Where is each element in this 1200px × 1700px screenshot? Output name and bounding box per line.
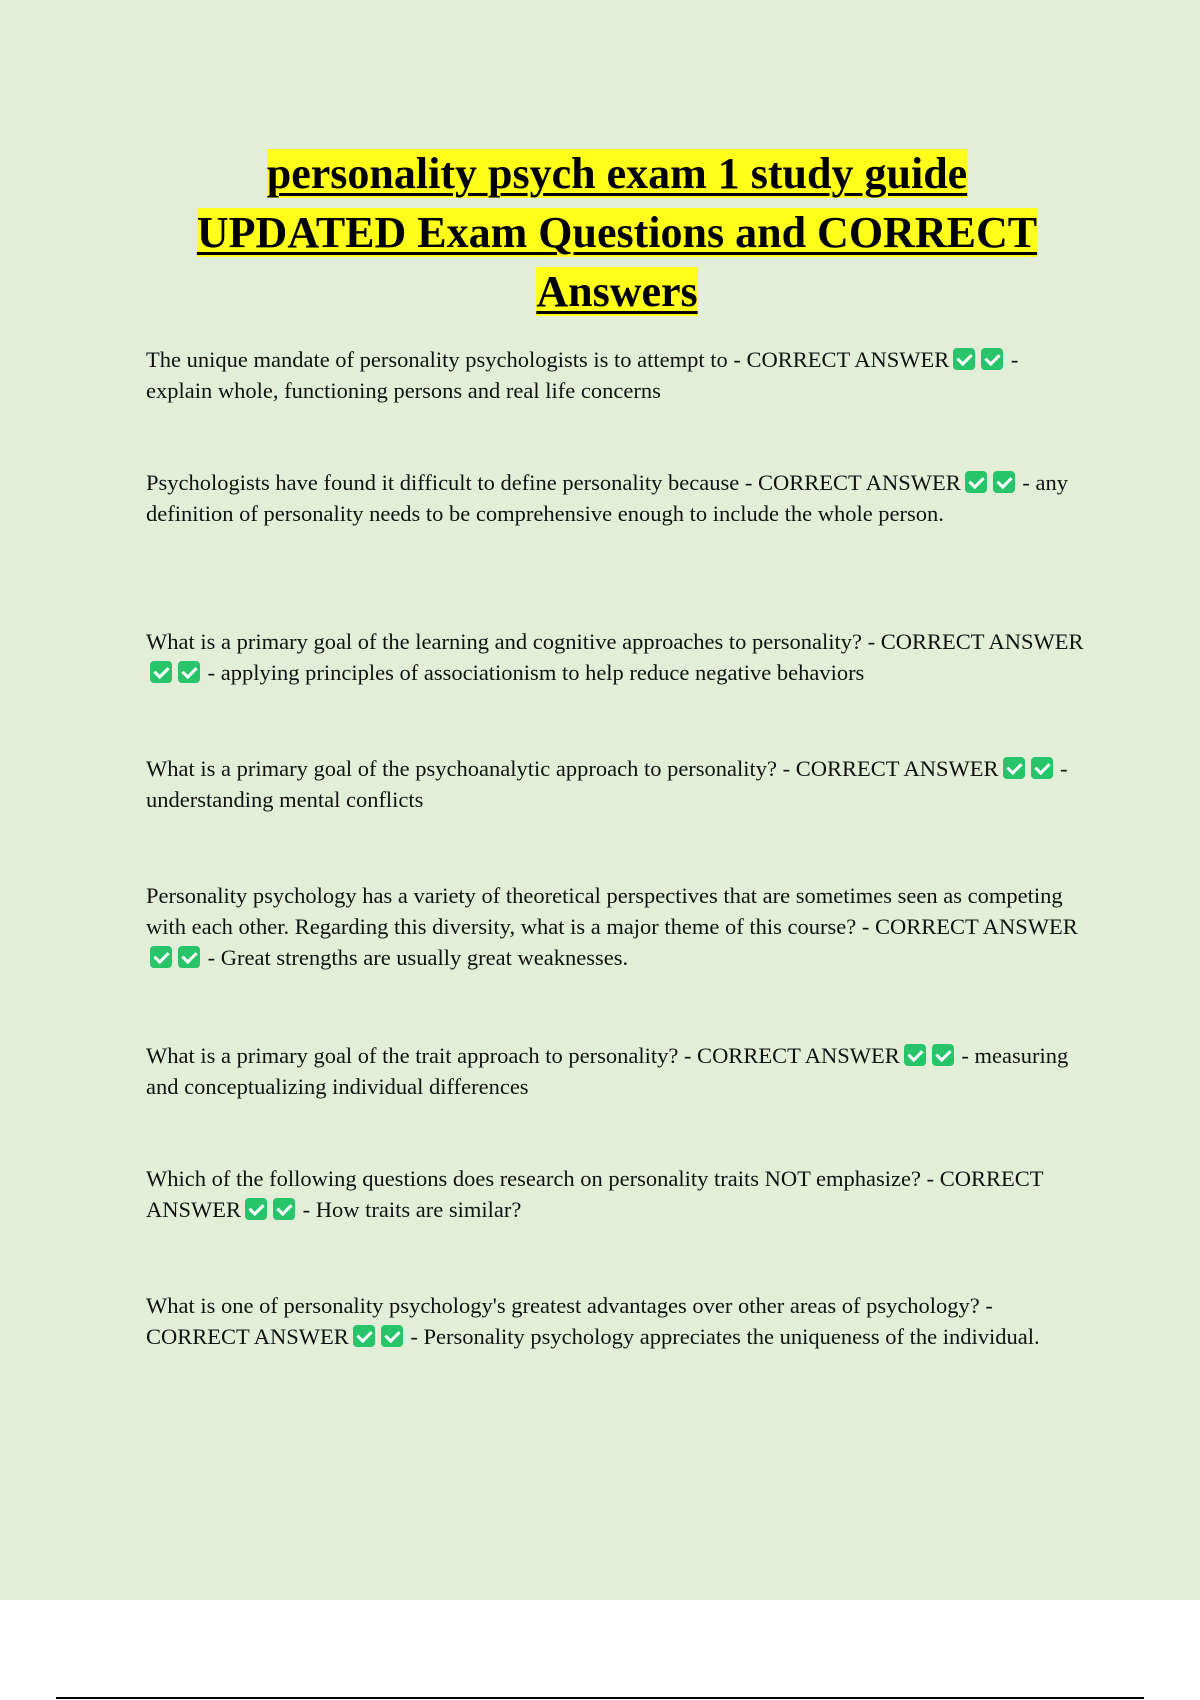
question-text: Psychologists have found it difficult to define personality because: [146, 470, 740, 495]
question-text: The unique mandate of personality psychologists is to attempt to: [146, 347, 728, 372]
check-icon: [953, 348, 975, 370]
answer-text: applying principles of associationism to help reduce negative behaviors: [220, 660, 865, 685]
check-icon: [178, 946, 200, 968]
check-icon: [932, 1044, 954, 1066]
answer-marker: - CORRECT ANSWER: [861, 914, 1078, 939]
check-icon: [1003, 757, 1025, 779]
question-text: Which of the following questions does research on personality traits NOT emphasize?: [146, 1166, 921, 1191]
question-text: What is a primary goal of the trait approach to personality?: [146, 1043, 679, 1068]
check-icon: [150, 661, 172, 683]
qa-item: What is one of personality psychology's greatest advantages over other areas of psychology? - CORRECT ANSWER - Personality psychology appreciates the uniqueness of the individual.: [146, 1293, 1040, 1349]
check-icon: [904, 1044, 926, 1066]
answer-text: measuring and conceptualizing individual differences: [146, 1043, 1069, 1099]
answer-text: explain whole, functioning persons and real life concerns: [146, 378, 661, 403]
answer-marker: - CORRECT ANSWER: [733, 347, 950, 372]
qa-item: What is a primary goal of the trait approach to personality? - CORRECT ANSWER - measuring and conceptualizing individual differences: [146, 1043, 1069, 1099]
title-line-2: UPDATED Exam Questions and CORRECT: [196, 208, 1038, 257]
check-icon: [273, 1198, 295, 1220]
check-icon: [178, 661, 200, 683]
answer-text: Great strengths are usually great weaknesses.: [220, 945, 629, 970]
question-text: Personality psychology has a variety of theoretical perspectives that are sometimes seen as competing with each other. Regarding this diversity, what is a major theme of this course?: [146, 883, 1063, 939]
answer-text: How traits are similar?: [315, 1197, 522, 1222]
answer-marker: - CORRECT ANSWER: [146, 1166, 1044, 1222]
check-icon: [981, 348, 1003, 370]
title-line-3: Answers: [536, 267, 698, 316]
question-text: What is a primary goal of the psychoanalytic approach to personality?: [146, 756, 778, 781]
answer-marker: - CORRECT ANSWER: [744, 470, 961, 495]
title-line-1: personality psych exam 1 study guide: [266, 149, 968, 198]
qa-item: Psychologists have found it difficult to define personality because - CORRECT ANSWER - any definition of personality needs to be comprehensive enough to include the whole person.: [146, 470, 1068, 526]
answer-text: any definition of personality needs to be comprehensive enough to include the whole person.: [146, 470, 1068, 526]
check-icon: [353, 1325, 375, 1347]
answer-text: Personality psychology appreciates the uniqueness of the individual.: [423, 1324, 1040, 1349]
answer-marker: - CORRECT ANSWER: [782, 756, 999, 781]
check-icon: [965, 471, 987, 493]
qa-item: What is a primary goal of the psychoanalytic approach to personality? - CORRECT ANSWER - understanding mental conflicts: [146, 756, 1068, 812]
check-icon: [245, 1198, 267, 1220]
check-icon: [150, 946, 172, 968]
answer-marker: - CORRECT ANSWER: [683, 1043, 900, 1068]
check-icon: [993, 471, 1015, 493]
check-icon: [381, 1325, 403, 1347]
document-title: [100, 144, 1134, 321]
qa-item: What is a primary goal of the learning and cognitive approaches to personality? - CORRECT ANSWER - applying principles of associationism to help reduce negative behaviors: [146, 629, 1084, 685]
answer-marker: - CORRECT ANSWER: [867, 629, 1084, 654]
question-text: What is a primary goal of the learning and cognitive approaches to personality?: [146, 629, 863, 654]
question-text: What is one of personality psychology's greatest advantages over other areas of psychology?: [146, 1293, 980, 1318]
qa-item: The unique mandate of personality psychologists is to attempt to - CORRECT ANSWER - explain whole, functioning persons and real life concerns: [146, 347, 1019, 403]
answer-text: understanding mental conflicts: [146, 787, 424, 812]
qa-item: Personality psychology has a variety of theoretical perspectives that are sometimes seen as competing with each other. Regarding this diversity, what is a major theme of this course? - CORRECT ANSWER - Great strengths are usually great weaknesses.: [146, 883, 1078, 970]
page-divider: [56, 1697, 1144, 1699]
answer-marker: - CORRECT ANSWER: [146, 1293, 993, 1349]
check-icon: [1031, 757, 1053, 779]
qa-item: Which of the following questions does research on personality traits NOT emphasize? - CORRECT ANSWER - How traits are similar?: [146, 1166, 1044, 1222]
